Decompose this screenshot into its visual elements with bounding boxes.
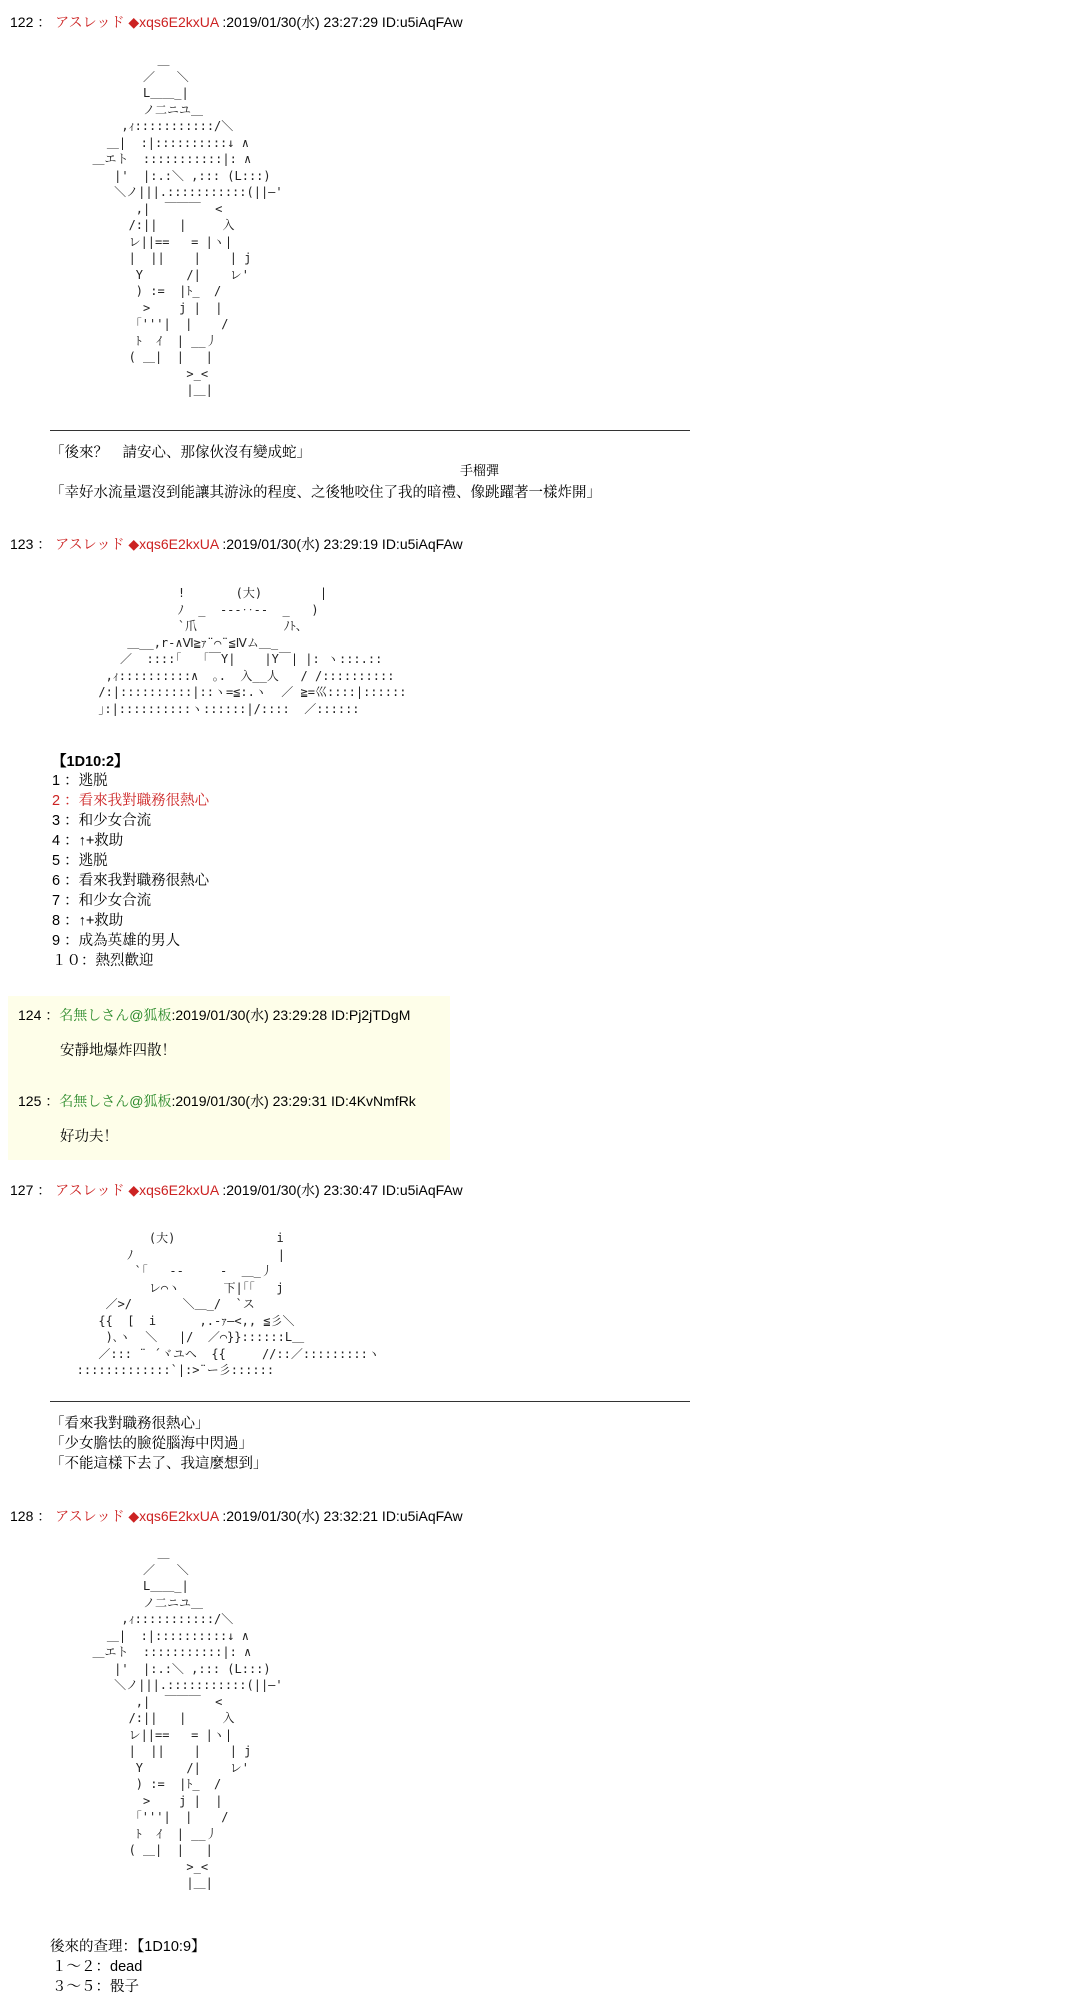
poster-trip: ◆xqs6E2kxUA — [128, 1182, 219, 1198]
list-item: 7 ：和少女合流 — [52, 893, 152, 909]
dialogue-line: 「幸好水流量還沒到能讓其游泳的程度、之後牠咬住了我的暗禮、像跳躍著一樣炸開」 — [50, 485, 601, 501]
poster-trip: ◆xqs6E2kxUA — [128, 14, 219, 30]
ascii-art: ＿ ／ ＼ L＿＿_| ノ二ニユ＿ ,ｨ:::::::::::/＼ ＿| :|::::::::::↓ ∧ ＿エト :::::::::::|: ∧ |' |:.:＼ ,::: (L:::) ＼ノ|||.:::::::::::(||―' ,| ￣￣￣ < /:|| | 入 レ||== = |ヽ| | || | | j Y /| レ' ) := |ﾄ_ / > j | | ｢'''| | / ﾄ ｲ | __丿 ( ＿| | | >_< |＿| — [92, 1546, 283, 1890]
post-header: 128 ： アスレッド ◆xqs6E2kxUA :2019/01/30(水) 23:32:21 ID:u5iAqFAw — [10, 1508, 463, 1524]
dialogue-line: 「後來？ 請安心、那傢伙沒有變成蛇」 — [50, 445, 311, 461]
poster-name[interactable]: 名無しさん@狐板 — [59, 1007, 172, 1023]
ascii-art: (大) i ﾉ | `｢ -- - ＿_丿 レ⌒ヽ 下|｢｢ j ／>/ ＼＿_/ `ス {{ [ i ,.-ｧ―<,, ≦彡＼ )､ヽ ＼ |/ ／⌒}}::::::L＿ ／::: ¨ ´ヾユヘ {{ //::／:::::::::ヽ :::::::::::::`|:>¨ー彡:::::: — [76, 1231, 380, 1377]
poster-name[interactable]: アスレッド — [55, 1182, 125, 1198]
post-meta: :2019/01/30(水) 23:29:28 ID:Pj2jTDgM — [171, 1007, 411, 1023]
poster-trip: ◆xqs6E2kxUA — [128, 536, 219, 552]
list-item: １０：熱烈歡迎 — [52, 953, 154, 969]
poster-name[interactable]: 名無しさん@狐板 — [59, 1093, 172, 1109]
reply-text: 好功夫！ — [60, 1129, 118, 1145]
post-header: 123 ： アスレッド ◆xqs6E2kxUA :2019/01/30(水) 23:29:19 ID:u5iAqFAw — [10, 536, 463, 552]
reply-text: 安靜地爆炸四散！ — [60, 1043, 176, 1059]
dialogue-line: 「少女膽怯的臉從腦海中閃過」 — [50, 1436, 253, 1452]
ruby-annotation: 手榴彈 — [460, 463, 500, 478]
post-meta: :2019/01/30(水) 23:29:31 ID:4KvNmfRk — [171, 1093, 416, 1109]
post-header: 125 ：名無しさん@狐板:2019/01/30(水) 23:29:31 ID:4KvNmfRk — [18, 1093, 416, 1109]
dice-result-header: 【1D10:2】 — [52, 754, 129, 770]
post-meta: :2019/01/30(水) 23:27:29 ID:u5iAqFAw — [222, 14, 463, 30]
ascii-art: ＿ ／ ＼ L＿＿_| ノ二ニユ＿ ,ｨ:::::::::::/＼ ＿| :|::::::::::↓ ∧ ＿エト :::::::::::|: ∧ |' |:.:＼ ,::: (L:::) ＼ノ|||.:::::::::::(||―' ,| ￣￣￣ < /:|| | 入 レ||== = |ヽ| | || | | j Y /| レ' ) := |ﾄ_ / > j | | ｢'''| | / ﾄ ｲ | __丿 ( ＿| | | >_< |＿| — [92, 53, 283, 397]
post-header: 124 ：名無しさん@狐板:2019/01/30(水) 23:29:28 ID:Pj2jTDgM — [18, 1007, 411, 1023]
dialogue-line: 「不能這樣下去了、我這麼想到」 — [50, 1456, 268, 1472]
post-meta: :2019/01/30(水) 23:32:21 ID:u5iAqFAw — [222, 1508, 463, 1524]
post-header: 127 ： アスレッド ◆xqs6E2kxUA :2019/01/30(水) 23:30:47 ID:u5iAqFAw — [10, 1182, 463, 1198]
list-item: 9 ：成為英雄的男人 — [52, 933, 181, 949]
list-item: 4 ：↑+救助 — [52, 833, 124, 849]
post-meta: :2019/01/30(水) 23:29:19 ID:u5iAqFAw — [222, 536, 463, 552]
post-number: 128 — [10, 1508, 34, 1524]
list-item-selected: 2 ：看來我對職務很熱心 — [52, 793, 210, 809]
dice-result-header: 後來的查理：【1D10:9】 — [50, 1939, 206, 1955]
list-item: ３～５：骰子 — [52, 1979, 139, 1995]
poster-trip: ◆xqs6E2kxUA — [128, 1508, 219, 1524]
dialogue-line: 「看來我對職務很熱心」 — [50, 1416, 210, 1432]
poster-name[interactable]: アスレッド — [55, 1508, 125, 1524]
list-item: 3 ：和少女合流 — [52, 813, 152, 829]
list-item: 8 ：↑+救助 — [52, 913, 124, 929]
ascii-art: ! (大) | ﾉ _ ---‥-- _ ) `爪 ﾉﾄ、 ＿__,r‐∧Ⅵ≧ｧ¨⌒¨≦Ⅳム＿_ ／ ::::｢ ｢￣Y| |Y￣| |: ヽ:::.:: ,ｨ::::::::::∧ ｡. 入__人 / /:::::::::: /:|::::::::::|::ヽ=≦:.ヽ ／ ≧=巛::::|:::::: ｣:|::::::::::ヽ::::::|/:::: ／:::::: — [98, 586, 407, 716]
poster-name[interactable]: アスレッド — [55, 536, 125, 552]
poster-name[interactable]: アスレッド — [55, 14, 125, 30]
list-item: 1 ：逃脱 — [52, 773, 108, 789]
list-item: 6 ：看來我對職務很熱心 — [52, 873, 210, 889]
post-number: 125 — [18, 1093, 42, 1109]
post-number: 127 — [10, 1182, 34, 1198]
list-item: １～２：dead — [52, 1959, 143, 1975]
post-number: 123 — [10, 536, 34, 552]
divider — [50, 430, 690, 431]
divider — [50, 1401, 690, 1402]
post-header: 122 ： アスレッド ◆xqs6E2kxUA :2019/01/30(水) 23:27:29 ID:u5iAqFAw — [10, 14, 463, 30]
post-number: 124 — [18, 1007, 42, 1023]
list-item: 5 ：逃脱 — [52, 853, 108, 869]
post-number: 122 — [10, 14, 34, 30]
post-meta: :2019/01/30(水) 23:30:47 ID:u5iAqFAw — [222, 1182, 463, 1198]
